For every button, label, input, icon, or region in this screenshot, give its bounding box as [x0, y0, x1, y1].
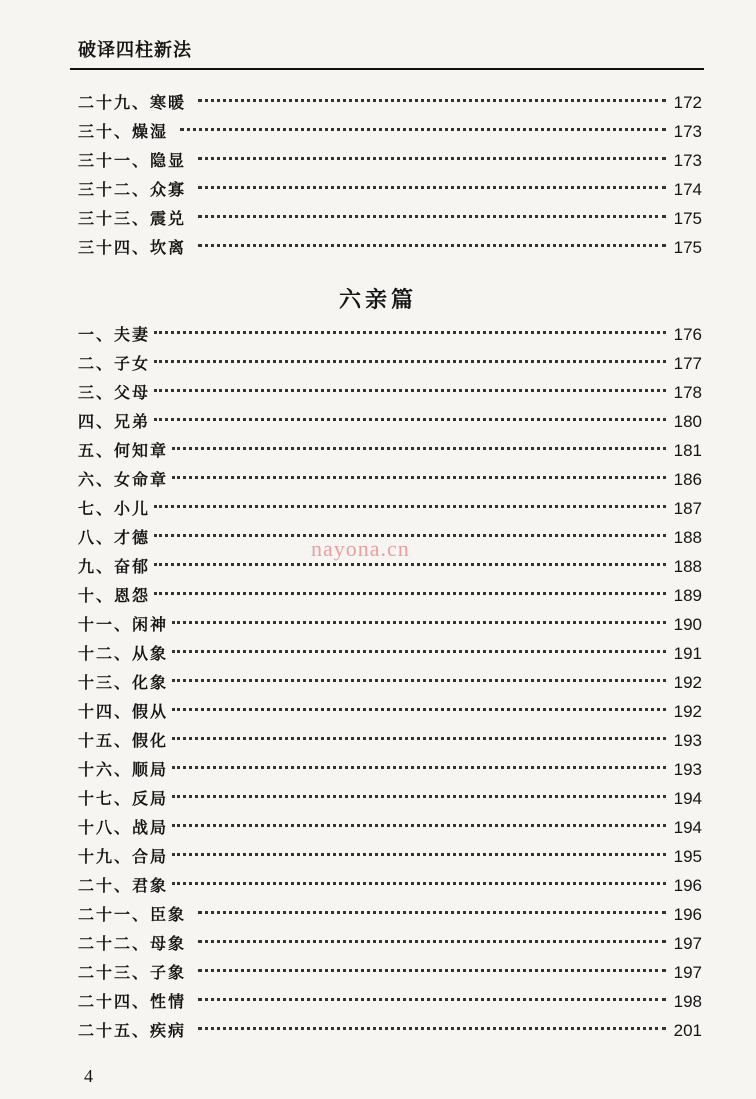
toc-entry [78, 380, 702, 409]
toc-entry [78, 235, 702, 264]
toc-entry-label: 二十四、性情 [78, 992, 187, 1011]
toc-entry-page: 174 [673, 180, 702, 199]
toc-entry [78, 844, 702, 873]
toc-entry-page: 194 [673, 789, 702, 808]
dot-leader [172, 882, 666, 885]
toc-entry-label: 六、女命章 [78, 470, 169, 489]
dot-leader [198, 99, 666, 102]
dot-leader [198, 940, 666, 943]
dot-leader [172, 824, 666, 827]
dot-leader [154, 563, 666, 566]
toc-entry-label: 十五、假化 [78, 731, 169, 750]
dot-leader [154, 534, 666, 537]
toc-entry-label: 一、夫妻 [78, 325, 151, 344]
toc-entry [78, 815, 702, 844]
dot-leader [172, 650, 666, 653]
toc-entry [78, 177, 702, 206]
dot-leader [154, 592, 666, 595]
toc-entry [78, 960, 702, 989]
toc-entry [78, 119, 702, 148]
toc-entry-page: 198 [673, 992, 702, 1011]
dot-leader [154, 360, 666, 363]
toc-entry-label: 三十四、坎离 [78, 238, 187, 257]
toc-entry-page: 181 [673, 441, 702, 460]
toc-entry-label: 三十一、隐显 [78, 151, 187, 170]
toc-entry [78, 322, 702, 351]
toc-entry-label: 二十九、寒暖 [78, 93, 187, 112]
toc-entry-page: 177 [673, 354, 702, 373]
toc-entry-label: 十九、合局 [78, 847, 169, 866]
toc-entry [78, 409, 702, 438]
dot-leader [154, 331, 666, 334]
dot-leader [172, 679, 666, 682]
toc-entry-label: 十七、反局 [78, 789, 169, 808]
toc-entry-page: 175 [673, 238, 702, 257]
toc-entry-page: 193 [673, 760, 702, 779]
dot-leader [198, 911, 666, 914]
toc-entry [78, 873, 702, 902]
toc-entry [78, 699, 702, 728]
dot-leader [154, 389, 666, 392]
toc-entry [78, 1018, 702, 1047]
toc-entry-label: 十二、从象 [78, 644, 169, 663]
toc-entry-page: 195 [673, 847, 702, 866]
toc-entry-page: 173 [673, 151, 702, 170]
dot-leader [172, 447, 666, 450]
toc-entry-label: 三十三、震兑 [78, 209, 187, 228]
toc-entry-label: 三十、燥湿 [78, 122, 169, 141]
toc-entry [78, 612, 702, 641]
toc-entry-page: 175 [673, 209, 702, 228]
toc-entry [78, 90, 702, 119]
toc-entry-page: 192 [673, 702, 702, 721]
toc-entry-label: 二十二、母象 [78, 934, 187, 953]
toc-entry [78, 148, 702, 177]
dot-leader [172, 766, 666, 769]
watermark-text: nayona.cn [311, 536, 410, 561]
toc-entry-page: 191 [673, 644, 702, 663]
toc-entry-page: 193 [673, 731, 702, 750]
toc-list-bottom [78, 322, 702, 1047]
toc-entry-page: 196 [673, 905, 702, 924]
toc-entry-page: 196 [673, 876, 702, 895]
toc-entry [78, 583, 702, 612]
toc-entry-label: 十四、假从 [78, 702, 169, 721]
toc-entry-label: 二十、君象 [78, 876, 169, 895]
toc-list-top [78, 90, 702, 264]
dot-leader [154, 418, 666, 421]
toc-entry-label: 十一、闲神 [78, 615, 169, 634]
toc-entry-page: 172 [673, 93, 702, 112]
toc-entry-label: 二十一、臣象 [78, 905, 187, 924]
toc-entry-page: 197 [673, 934, 702, 953]
toc-entry-label: 二十三、子象 [78, 963, 187, 982]
header-rule [70, 68, 704, 70]
dot-leader [198, 215, 666, 218]
toc-entry [78, 786, 702, 815]
toc-entry-label: 五、何知章 [78, 441, 169, 460]
page-number: 4 [84, 1066, 93, 1086]
toc-entry [78, 438, 702, 467]
toc-entry [78, 670, 702, 699]
dot-leader [198, 1027, 666, 1030]
section-title: 六亲篇 [338, 287, 417, 313]
toc-entry-label: 七、小儿 [78, 499, 151, 518]
toc-entry-page: 173 [673, 122, 702, 141]
dot-leader [180, 128, 666, 131]
toc-entry-label: 八、才德 [78, 528, 151, 547]
toc-entry [78, 496, 702, 525]
toc-entry-page: 194 [673, 818, 702, 837]
toc-entry [78, 467, 702, 496]
dot-leader [172, 476, 666, 479]
dot-leader [154, 505, 666, 508]
toc-entry-page: 201 [673, 1021, 702, 1040]
toc-entry-label: 九、奋郁 [78, 557, 151, 576]
toc-entry [78, 728, 702, 757]
toc-entry-label: 三十二、众寡 [78, 180, 187, 199]
toc-entry-page: 186 [673, 470, 702, 489]
toc-entry-page: 187 [673, 499, 702, 518]
toc-entry-label: 四、兄弟 [78, 412, 151, 431]
toc-entry [78, 757, 702, 786]
toc-entry-page: 189 [673, 586, 702, 605]
toc-entry-label: 二、子女 [78, 354, 151, 373]
toc-entry-page: 176 [673, 325, 702, 344]
dot-leader [198, 186, 666, 189]
toc-entry-label: 三、父母 [78, 383, 151, 402]
toc-entry-label: 十、恩怨 [78, 586, 151, 605]
dot-leader [172, 737, 666, 740]
toc-entry [78, 931, 702, 960]
toc-entry-label: 二十五、疾病 [78, 1021, 187, 1040]
toc-entry [78, 989, 702, 1018]
dot-leader [172, 708, 666, 711]
toc-entry-page: 188 [673, 557, 702, 576]
toc-entry-label: 十八、战局 [78, 818, 169, 837]
toc-entry-page: 178 [673, 383, 702, 402]
toc-entry [78, 351, 702, 380]
dot-leader [172, 853, 666, 856]
toc-entry-page: 197 [673, 963, 702, 982]
running-header: 破译四柱新法 [78, 40, 192, 61]
toc-entry-page: 188 [673, 528, 702, 547]
toc-entry-page: 180 [673, 412, 702, 431]
dot-leader [172, 795, 666, 798]
toc-entry-label: 十六、顺局 [78, 760, 169, 779]
toc-entry-label: 十三、化象 [78, 673, 169, 692]
toc-entry [78, 641, 702, 670]
dot-leader [198, 157, 666, 160]
dot-leader [198, 998, 666, 1001]
dot-leader [198, 244, 666, 247]
dot-leader [172, 621, 666, 624]
toc-entry-page: 190 [673, 615, 702, 634]
dot-leader [198, 969, 666, 972]
toc-entry-page: 192 [673, 673, 702, 692]
toc-entry [78, 206, 702, 235]
toc-entry [78, 902, 702, 931]
